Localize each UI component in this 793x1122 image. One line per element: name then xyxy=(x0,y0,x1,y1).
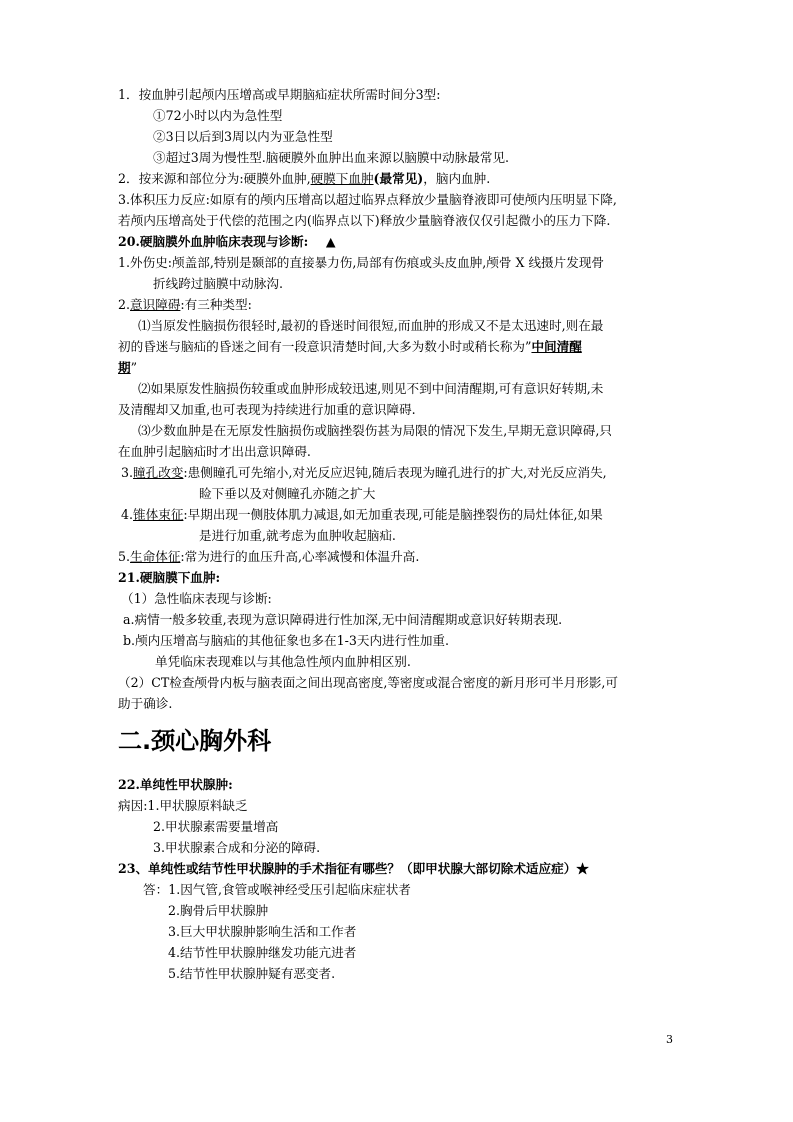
paragraph-line: 折线跨过脑膜中动脉沟. xyxy=(153,276,283,291)
paragraph-line xyxy=(118,357,137,378)
paragraph-line: ⑴当原发性脑损伤很轻时,最初的昏迷时间很短,而血肿的形成又不是太迅速时,则在最 xyxy=(138,318,604,333)
list-item: ③超过3周为慢性型.脑硬膜外血肿出血来源以脑膜中动脉最常见. xyxy=(153,150,510,165)
list-item: 2.甲状腺素需要量增高 xyxy=(153,819,279,834)
page-number: 3 xyxy=(666,1033,673,1046)
list-item: 4.结节性甲状腺肿继发功能亢进者 xyxy=(168,945,357,960)
text-run: 4. xyxy=(121,507,134,522)
paragraph-line xyxy=(121,504,603,525)
text-run: ，脑内血肿. xyxy=(423,171,491,186)
list-item: 2.胸骨后甲状腺肿 xyxy=(168,903,269,918)
list-item: ②3日以后到3周以内为亚急性型 xyxy=(153,129,333,144)
underlined-term: 瞳孔改变 xyxy=(133,465,184,480)
paragraph-line xyxy=(118,294,252,315)
underlined-term: 硬膜下血肿 xyxy=(310,171,374,186)
section-heading-22: 22.单纯性甲状腺肿: xyxy=(118,777,233,792)
list-item: 3.巨大甲状腺肿影响生活和工作者 xyxy=(168,924,357,939)
underlined-term: 锥体束征 xyxy=(133,507,184,522)
paragraph-line: ⑵如果原发性脑损伤较重或血肿形成较迅速,则见不到中间清醒期,可有意识好转期,未 xyxy=(138,381,604,396)
chapter-heading: 二.颈心胸外科 xyxy=(118,727,272,755)
paragraph-line: 病因:1.甲状腺原料缺乏 xyxy=(118,798,248,813)
text-run: :早期出现一侧肢体肌力减退,如无加重表现,可能是脑挫裂伤的局灶体征,如果 xyxy=(183,507,603,522)
paragraph-line: 1．按血肿引起颅内压增高或早期脑疝症状所需时间分3型: xyxy=(118,87,441,102)
list-item: ①72小时以内为急性型 xyxy=(153,108,283,123)
text-run: 2．按来源和部位分为:硬膜外血肿, xyxy=(118,171,311,186)
text-run: 2. xyxy=(118,297,131,312)
underlined-term: 意识障碍 xyxy=(130,297,181,312)
heading-text: 20.硬脑膜外血肿临床表现与诊断: xyxy=(118,234,309,249)
paragraph-line xyxy=(121,462,607,483)
text-run: :有三种类型: xyxy=(180,297,252,312)
paragraph-line: 答：1.因气管,食管或喉神经受压引起临床症状者 xyxy=(143,882,411,897)
underlined-term: 生命体征 xyxy=(130,549,181,564)
section-heading-21: 21.硬脑膜下血肿: xyxy=(118,570,221,585)
list-item: 3.甲状腺素合成和分泌的障碍. xyxy=(153,840,321,855)
section-heading-20 xyxy=(118,231,336,252)
paragraph-line: 是进行加重,就考虑为血肿收起脑疝. xyxy=(199,528,396,543)
triangle-icon: ▲ xyxy=(325,234,336,249)
text-run: 3. xyxy=(121,465,134,480)
paragraph-line: （2）CT检查颅骨内板与脑表面之间出现高密度,等密度或混合密度的新月形可半月形影,可 xyxy=(118,675,619,690)
paragraph-line: 在血肿引起脑疝时才出出意识障碍. xyxy=(118,444,311,459)
text-run: :患侧瞳孔可先缩小,对光反应迟钝,随后表现为瞳孔进行的扩大,对光反应消失, xyxy=(183,465,607,480)
paragraph-line: 3.体积压力反应:如原有的颅内压增高以超过临界点释放少量脑脊液即可使颅内压明显下降, xyxy=(118,192,617,207)
section-heading-23: 23、单纯性或结节性甲状腺肿的手术指征有哪些？（即甲状腺大部切除术适应症）★ xyxy=(118,861,589,876)
text-run: ” xyxy=(130,360,138,375)
paragraph-line: b.颅内压增高与脑疝的其他征象也多在1-3天内进行性加重. xyxy=(123,633,450,648)
paragraph-line: 1.外伤史:颅盖部,特别是颞部的直接暴力伤,局部有伤痕或头皮血肿,颅骨 X 线摄片发现骨 xyxy=(118,255,605,270)
list-item: 5.结节性甲状腺肿疑有恶变者. xyxy=(168,966,336,981)
paragraph-line: ⑶少数血肿是在无原发性脑损伤或脑挫裂伤甚为局限的情况下发生,早期无意识障碍,只 xyxy=(138,423,612,438)
paragraph-line xyxy=(118,546,419,567)
bold-note: (最常见) xyxy=(373,171,424,186)
paragraph-line: a.病情一般多较重,表现为意识障碍进行性加深,无中间清醒期或意识好转期表现. xyxy=(123,612,563,627)
paragraph-line: 若颅内压增高处于代偿的范围之内(临界点以下)释放少量脑脊液仅仅引起微小的压力下降. xyxy=(118,213,611,228)
text-run: :常为进行的血压升高,心率减慢和体温升高. xyxy=(180,549,420,564)
paragraph-line: 单凭临床表现难以与其他急性颅内血肿相区别. xyxy=(155,654,411,669)
highlighted-term: 中间清醒 xyxy=(531,339,582,354)
paragraph-line xyxy=(118,168,490,189)
highlighted-term: 期 xyxy=(118,360,131,375)
paragraph-line: 助于确诊. xyxy=(118,696,173,711)
text-run: 初的昏迷与脑疝的昏迷之间有一段意识清楚时间,大多为数小时或稍长称为” xyxy=(118,339,532,354)
paragraph-line: （1）急性临床表现与诊断: xyxy=(121,591,272,606)
paragraph-line xyxy=(118,336,582,357)
paragraph-line: 睑下垂以及对侧瞳孔亦随之扩大 xyxy=(199,486,376,501)
paragraph-line: 及清醒却又加重,也可表现为持续进行加重的意识障碍. xyxy=(118,402,416,417)
text-run: 5. xyxy=(118,549,131,564)
